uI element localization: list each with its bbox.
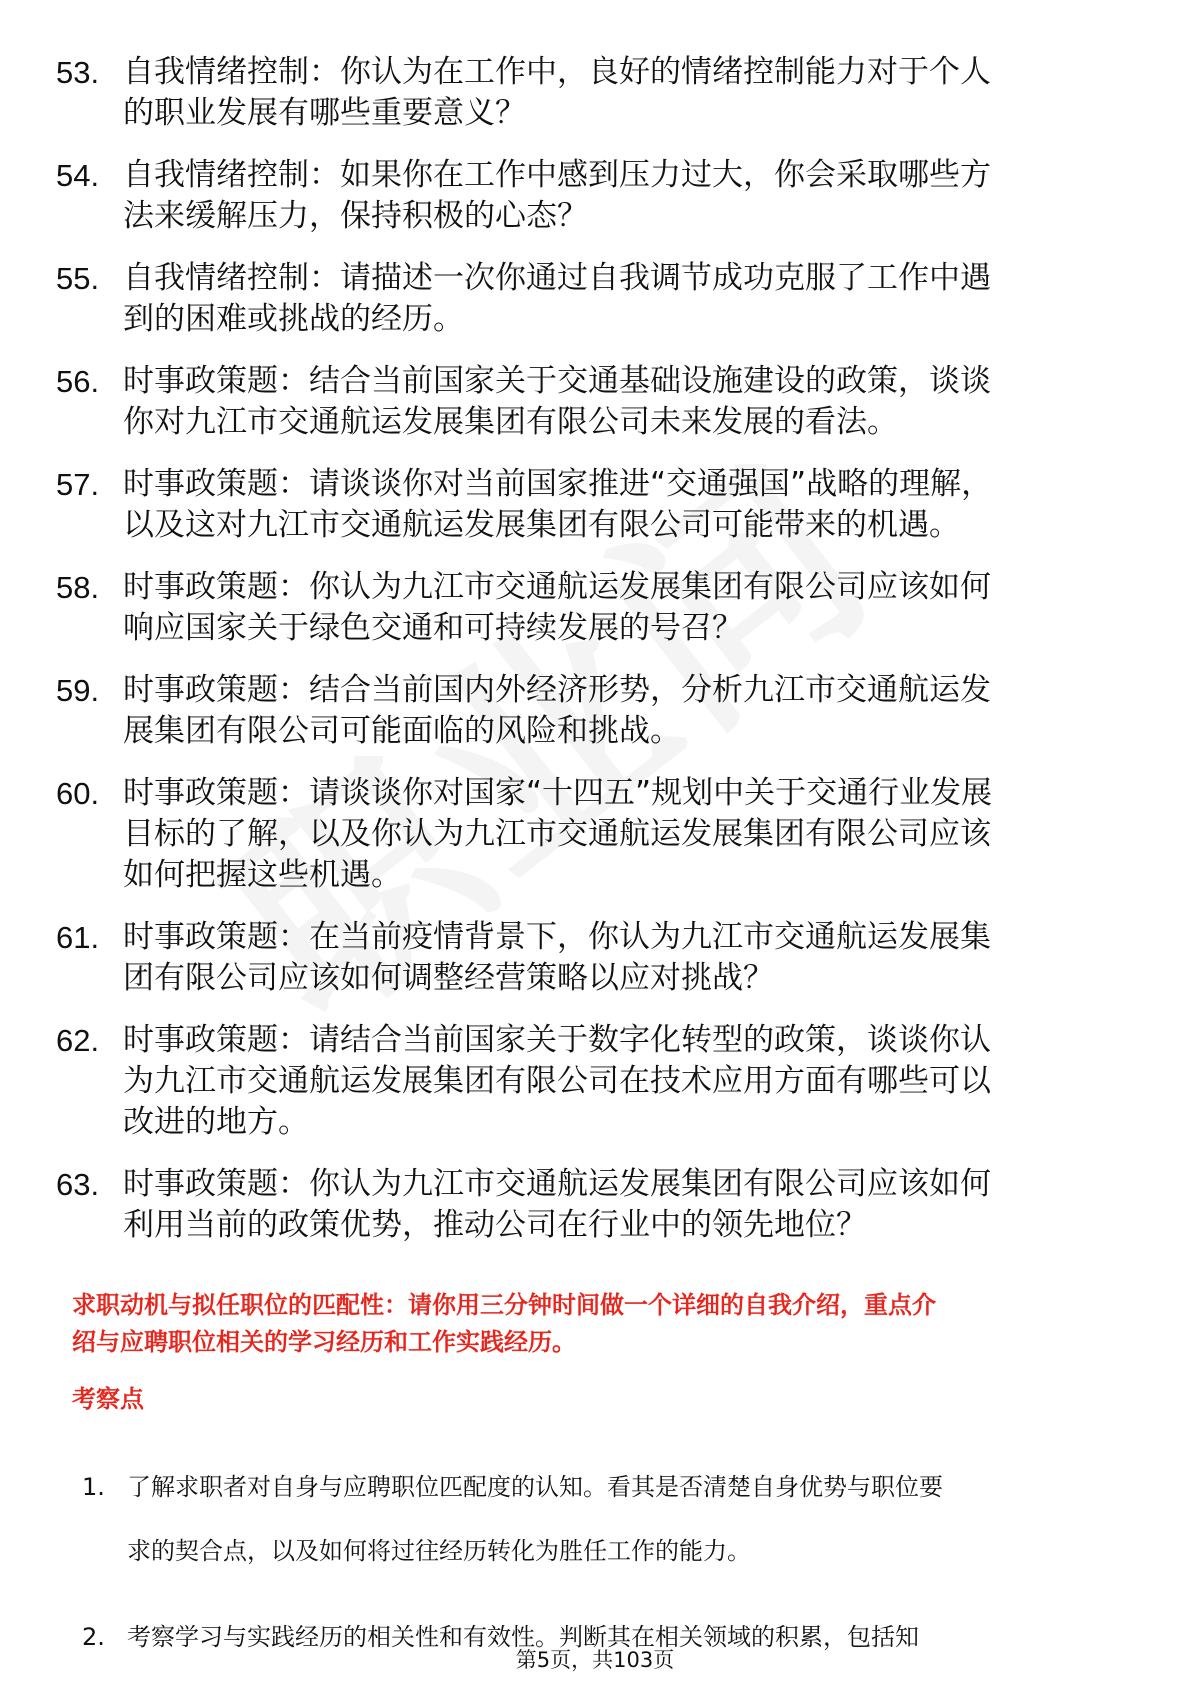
question-number: 62.: [56, 1023, 100, 1058]
question-number: 60.: [56, 776, 100, 811]
question-item: [56, 567, 1126, 649]
question-list: [56, 52, 1126, 1267]
question-number: 56.: [56, 364, 100, 399]
question-item: [56, 917, 1126, 999]
question-item: [56, 52, 1126, 134]
point-number: 2.: [82, 1623, 105, 1651]
question-line: 展集团有限公司可能面临的风险和挑战。: [123, 713, 681, 749]
question-line: 时事政策题：在当前疫情背景下，你认为九江市交通航运发展集: [123, 919, 991, 955]
question-item: [56, 670, 1126, 752]
question-line: 为九江市交通航运发展集团有限公司在技术应用方面有哪些可以: [123, 1063, 991, 1099]
question-line: 的职业发展有哪些重要意义？: [123, 95, 526, 131]
question-text: [123, 773, 1126, 896]
highlight-line: 绍与应聘职位相关的学习经历和工作实践经历。: [72, 1328, 576, 1356]
question-text: [123, 361, 1126, 443]
question-item: [56, 773, 1126, 896]
point-line: 考察学习与实践经历的相关性和有效性。判断其在相关领域的积累，包括知: [127, 1623, 919, 1651]
question-line: 时事政策题：结合当前国内外经济形势，分析九江市交通航运发: [123, 672, 991, 708]
question-item: [56, 1164, 1126, 1246]
question-number: 59.: [56, 673, 100, 708]
question-line: 法来缓解压力，保持积极的心态？: [123, 198, 588, 234]
question-line: 自我情绪控制：你认为在工作中，良好的情绪控制能力对于个人: [123, 54, 991, 90]
question-line: 自我情绪控制：如果你在工作中感到压力过大，你会采取哪些方: [123, 157, 991, 193]
question-line: 改进的地方。: [123, 1104, 309, 1140]
question-line: 你对九江市交通航运发展集团有限公司未来发展的看法。: [123, 404, 898, 440]
question-line: 如何把握这些机遇。: [123, 857, 402, 893]
question-text: [123, 567, 1126, 649]
question-text: [123, 917, 1126, 999]
question-item: [56, 1020, 1126, 1143]
point-line: 求的契合点，以及如何将过往经历转化为胜任工作的能力。: [127, 1537, 751, 1565]
question-number: 55.: [56, 261, 100, 296]
question-line: 时事政策题：请谈谈你对国家“十四五”规划中关于交通行业发展: [123, 775, 993, 811]
point-number: 1.: [82, 1473, 105, 1501]
question-line: 时事政策题：你认为九江市交通航运发展集团有限公司应该如何: [123, 569, 991, 605]
question-number: 53.: [56, 55, 100, 90]
question-line: 时事政策题：请结合当前国家关于数字化转型的政策，谈谈你认: [123, 1022, 991, 1058]
question-item: [56, 361, 1126, 443]
point-item: [82, 1455, 1127, 1583]
question-line: 到的困难或挑战的经历。: [123, 301, 464, 337]
question-item: [56, 464, 1126, 546]
highlight-line: 求职动机与拟任职位的匹配性：请你用三分钟时间做一个详细的自我介绍，重点介: [72, 1291, 936, 1319]
page-footer: 第5页，共103页: [515, 1648, 675, 1672]
question-text: [123, 258, 1126, 340]
question-line: 时事政策题：请谈谈你对当前国家推进“交通强国”战略的理解，: [123, 466, 993, 502]
question-item: [56, 258, 1126, 340]
question-text: [123, 1164, 1126, 1246]
question-text: [123, 670, 1126, 752]
highlighted-question: [72, 1287, 1122, 1361]
question-number: 57.: [56, 467, 100, 502]
question-text: [123, 155, 1126, 237]
question-text: [123, 464, 1126, 546]
point-line: 了解求职者对自身与应聘职位匹配度的认知。看其是否清楚自身优势与职位要: [127, 1473, 943, 1501]
question-line: 自我情绪控制：请描述一次你通过自我调节成功克服了工作中遇: [123, 260, 991, 296]
question-line: 时事政策题：你认为九江市交通航运发展集团有限公司应该如何: [123, 1166, 991, 1202]
question-item: [56, 155, 1126, 237]
point-text: [127, 1455, 1127, 1583]
question-line: 以及这对九江市交通航运发展集团有限公司可能带来的机遇。: [123, 507, 960, 543]
question-number: 63.: [56, 1167, 100, 1202]
question-line: 目标的了解，以及你认为九江市交通航运发展集团有限公司应该: [123, 816, 991, 852]
question-number: 61.: [56, 920, 100, 955]
question-number: 54.: [56, 158, 100, 193]
question-line: 利用当前的政策优势，推动公司在行业中的领先地位？: [123, 1207, 867, 1243]
question-line: 团有限公司应该如何调整经营策略以应对挑战？: [123, 960, 774, 996]
section-title: 考察点: [72, 1385, 144, 1413]
question-line: 时事政策题：结合当前国家关于交通基础设施建设的政策，谈谈: [123, 363, 991, 399]
question-line: 响应国家关于绿色交通和可持续发展的号召？: [123, 610, 743, 646]
question-text: [123, 52, 1126, 134]
question-text: [123, 1020, 1126, 1143]
question-number: 58.: [56, 570, 100, 605]
